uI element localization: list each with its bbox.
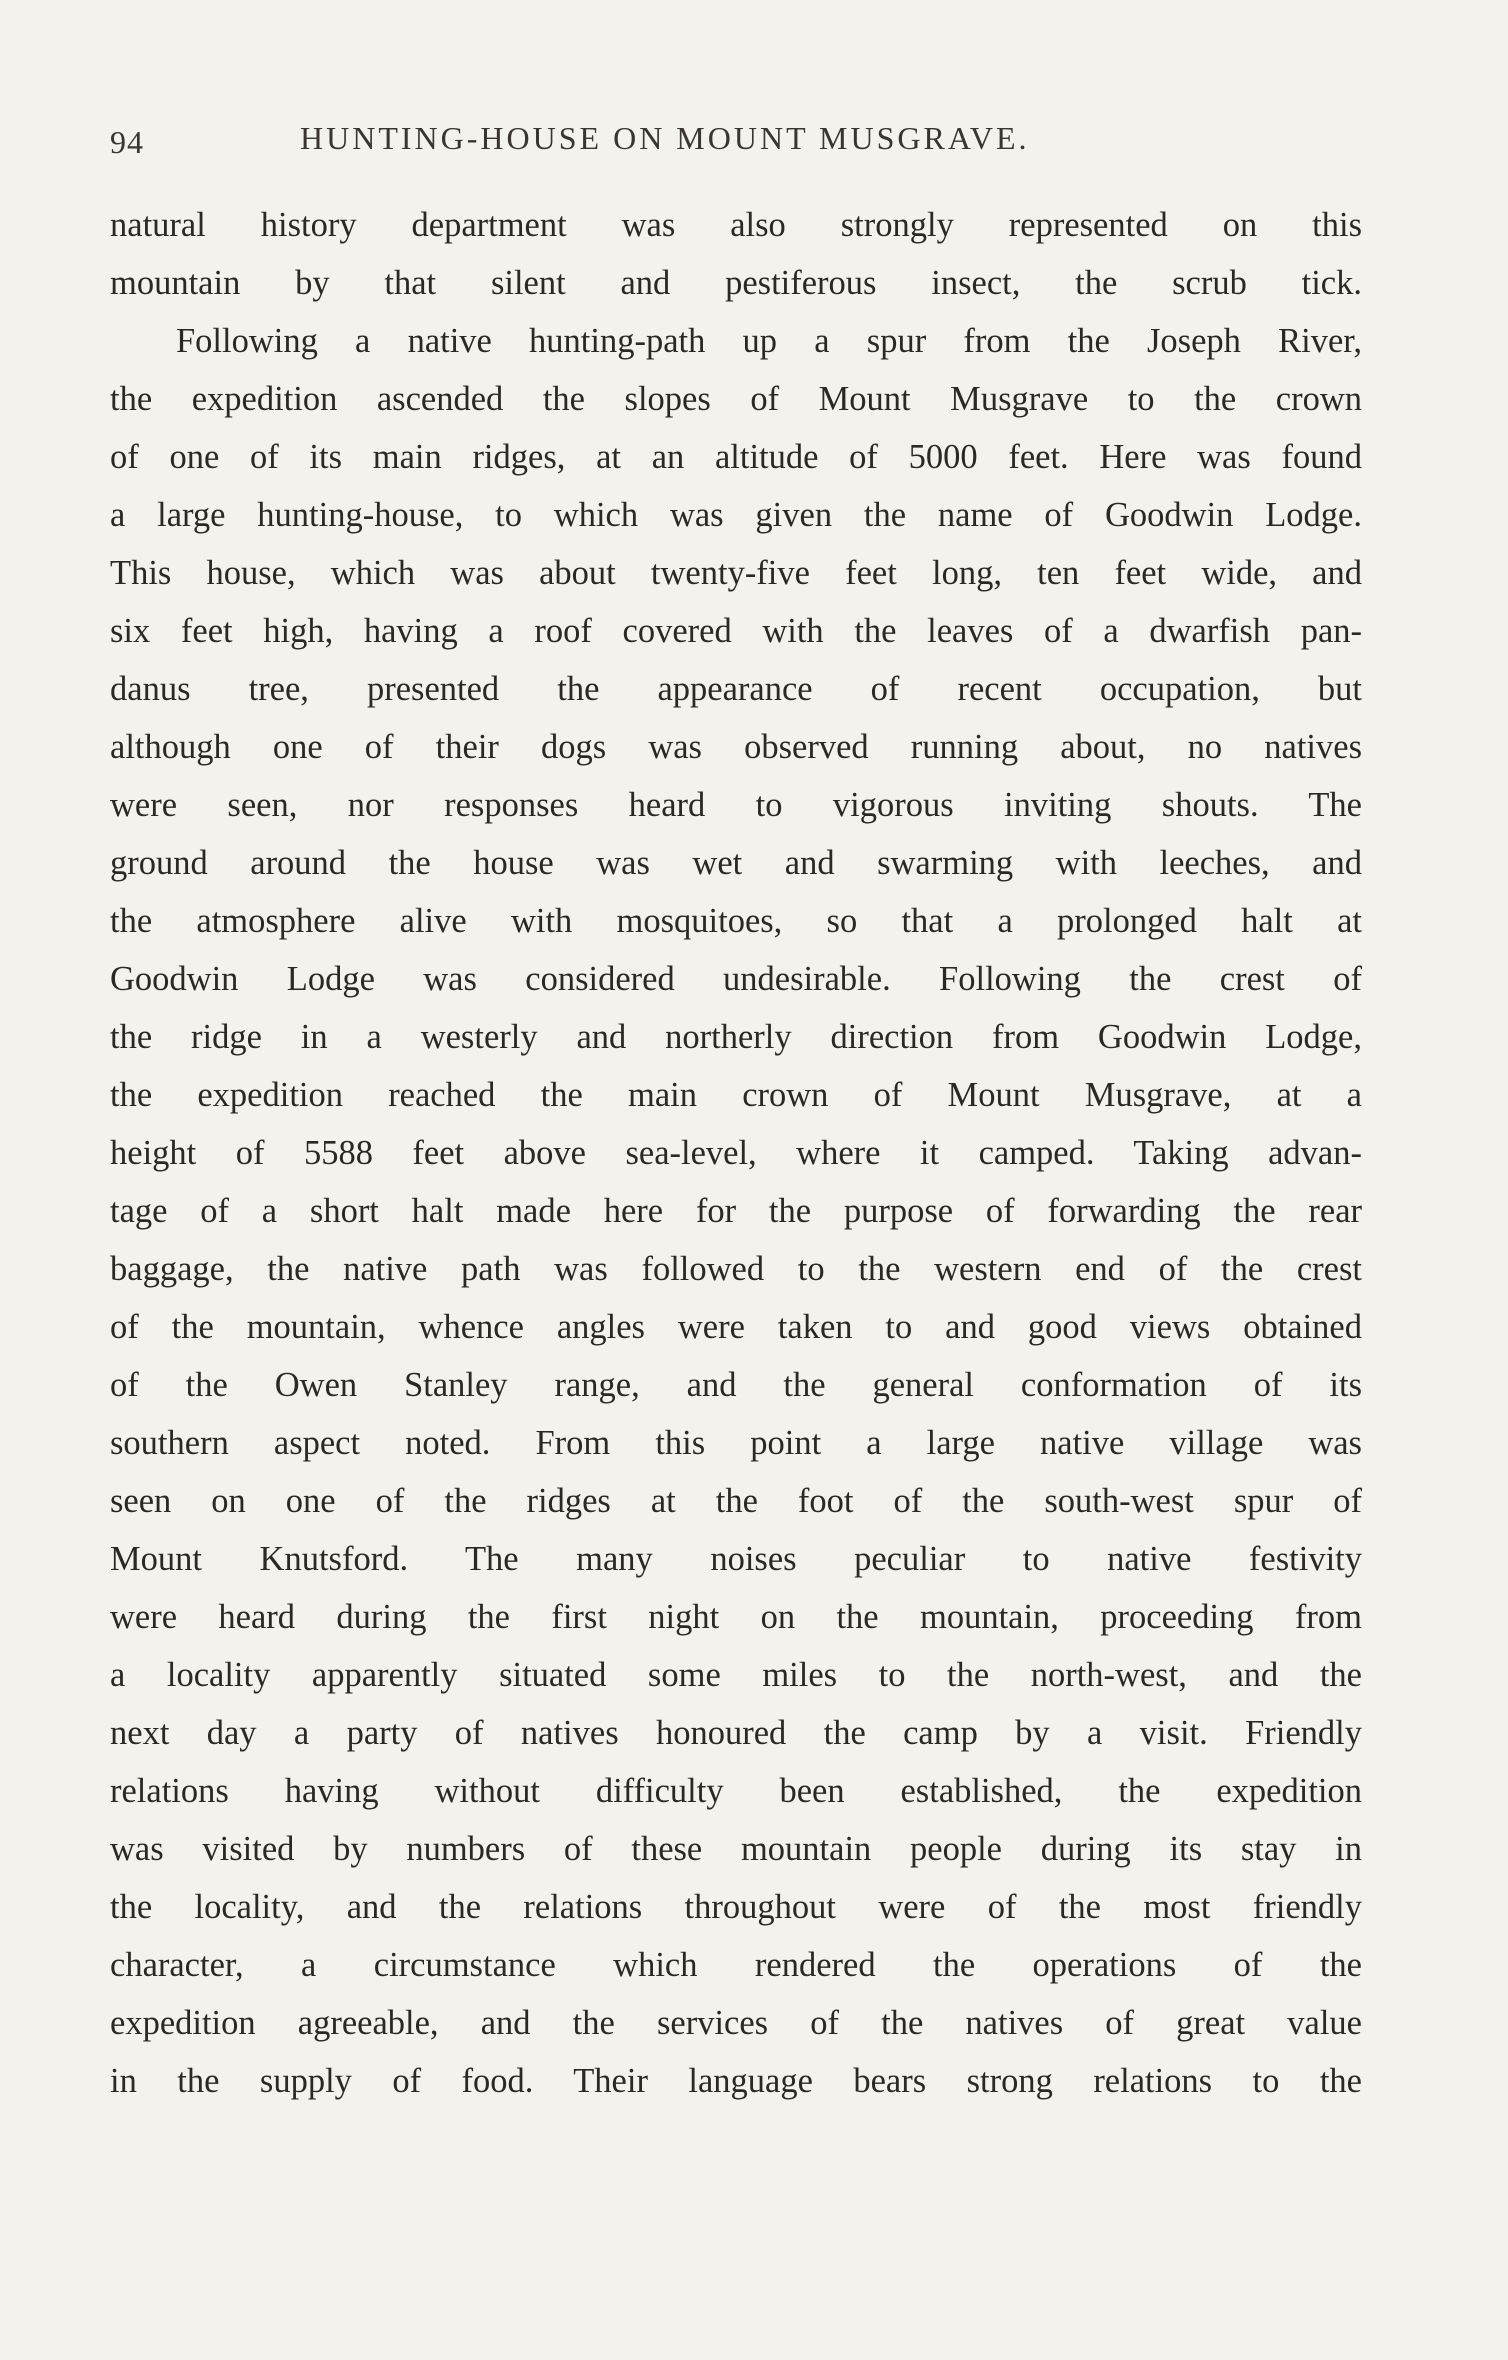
text-line: height of 5588 feet above sea-level, where it camped. Taking advan- bbox=[110, 1134, 1362, 1172]
text-line: danus tree, presented the appearance of recent occupation, but bbox=[110, 670, 1362, 708]
text-line: Following a native hunting-path up a spur from the Joseph River, bbox=[176, 322, 1362, 360]
text-line: Mount Knutsford. The many noises peculiar to native festivity bbox=[110, 1540, 1362, 1578]
text-line: a locality apparently situated some miles to the north-west, and the bbox=[110, 1656, 1362, 1694]
running-head: HUNTING-HOUSE ON MOUNT MUSGRAVE. bbox=[300, 120, 1030, 156]
text-line: expedition agreeable, and the services of the natives of great value bbox=[110, 2004, 1362, 2042]
text-line: Goodwin Lodge was considered undesirable. Following the crest of bbox=[110, 960, 1362, 998]
text-line: the expedition ascended the slopes of Mount Musgrave to the crown bbox=[110, 380, 1362, 418]
text-line: of the mountain, whence angles were taken to and good views obtained bbox=[110, 1308, 1362, 1346]
text-line: relations having without difficulty been established, the expedition bbox=[110, 1772, 1362, 1810]
text-line: the locality, and the relations throughout were of the most friendly bbox=[110, 1888, 1362, 1926]
text-line: seen on one of the ridges at the foot of the south-west spur of bbox=[110, 1482, 1362, 1520]
text-line: of one of its main ridges, at an altitude of 5000 feet. Here was found bbox=[110, 438, 1362, 476]
body-text bbox=[110, 196, 1362, 2110]
text-line: a large hunting-house, to which was given the name of Goodwin Lodge. bbox=[110, 496, 1362, 534]
text-line: the ridge in a westerly and northerly direction from Goodwin Lodge, bbox=[110, 1018, 1362, 1056]
text-line: were heard during the first night on the mountain, proceeding from bbox=[110, 1598, 1362, 1636]
text-line: southern aspect noted. From this point a large native village was bbox=[110, 1424, 1362, 1462]
text-line: baggage, the native path was followed to the western end of the crest bbox=[110, 1250, 1362, 1288]
page-header bbox=[110, 116, 1360, 164]
text-line: ground around the house was wet and swarming with leeches, and bbox=[110, 844, 1362, 882]
page-number: 94 bbox=[110, 124, 144, 160]
text-line: was visited by numbers of these mountain people during its stay in bbox=[110, 1830, 1362, 1868]
text-line: the atmosphere alive with mosquitoes, so that a prolonged halt at bbox=[110, 902, 1362, 940]
text-line: mountain by that silent and pestiferous insect, the scrub tick. bbox=[110, 264, 1362, 302]
text-line: in the supply of food. Their language bears strong relations to the bbox=[110, 2062, 1362, 2100]
text-line: of the Owen Stanley range, and the general conformation of its bbox=[110, 1366, 1362, 1404]
text-line: This house, which was about twenty-five feet long, ten feet wide, and bbox=[110, 554, 1362, 592]
text-line: were seen, nor responses heard to vigorous inviting shouts. The bbox=[110, 786, 1362, 824]
text-line: tage of a short halt made here for the purpose of forwarding the rear bbox=[110, 1192, 1362, 1230]
text-line: natural history department was also strongly represented on this bbox=[110, 206, 1362, 244]
text-line: character, a circumstance which rendered the operations of the bbox=[110, 1946, 1362, 1984]
text-line: next day a party of natives honoured the camp by a visit. Friendly bbox=[110, 1714, 1362, 1752]
text-line: the expedition reached the main crown of Mount Musgrave, at a bbox=[110, 1076, 1362, 1114]
text-line: six feet high, having a roof covered with the leaves of a dwarfish pan- bbox=[110, 612, 1362, 650]
text-line: although one of their dogs was observed running about, no natives bbox=[110, 728, 1362, 766]
